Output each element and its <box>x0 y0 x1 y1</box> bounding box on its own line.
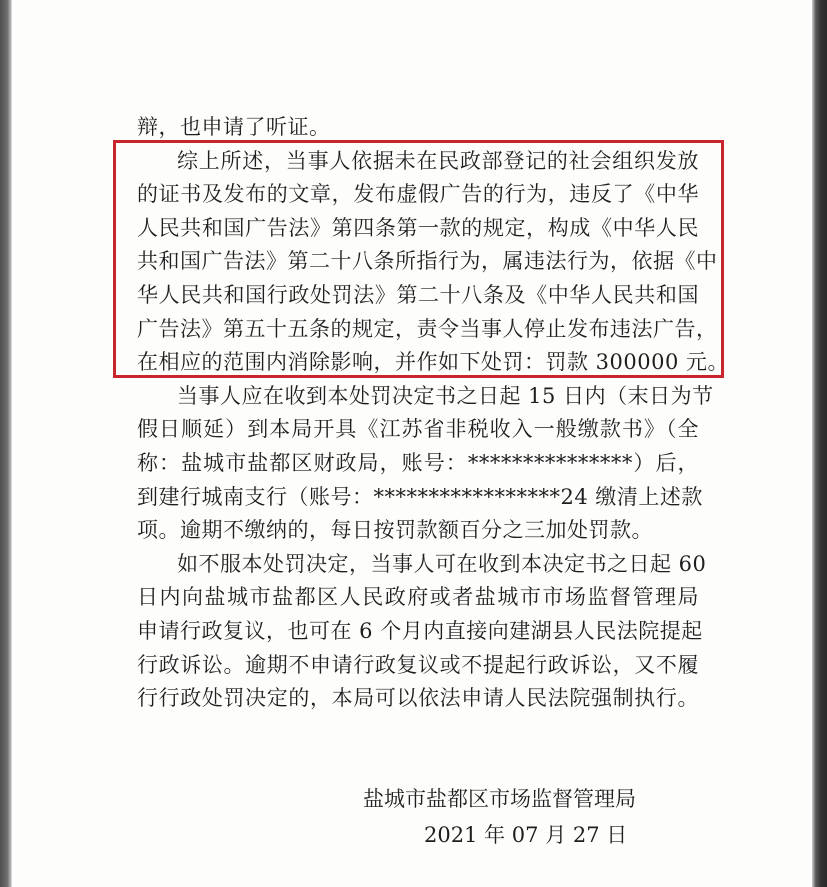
text-line: 项。逾期不缴纳的，每日按罚款额百分之三加处罚款。 <box>137 518 653 543</box>
paragraph-appeal <box>137 548 707 716</box>
text-line: 行政诉讼。逾期不申请行政复议或不提起行政诉讼，又不履 <box>137 652 699 677</box>
signature-date: 2021 年 07 月 27 日 <box>424 823 628 847</box>
text-line: 华人民共和国行政处罚法》第二十八条及《中华人民共和国 <box>137 282 699 307</box>
text-line: 当事人应在收到本处罚决定书之日起 15 日内（末日为节 <box>177 383 714 408</box>
paragraph-payment <box>137 380 714 548</box>
scan-edge-left <box>0 0 12 887</box>
text-line: 的证书及发布的文章，发布虚假广告的行为，违反了《中华 <box>137 182 699 207</box>
text-line: 综上所述，当事人依据未在民政部登记的社会组织发放 <box>177 148 699 173</box>
text-line: 行行政处罚决定的，本局可以依法申请人民法院强制执行。 <box>137 686 699 711</box>
scan-edge-right <box>812 0 827 887</box>
text-line: 日内向盐城市盐都区人民政府或者盐城市市场监督管理局 <box>137 585 699 610</box>
highlight-box <box>113 140 730 378</box>
text-line: 广告法》第五十五条的规定，责令当事人停止发布违法广告， <box>137 316 718 341</box>
text-line: 申请行政复议，也可在 6 个月内直接向建湖县人民法院提起 <box>137 618 703 643</box>
text-line: 称：盐城市盐都区财政局，账号：***************）后， <box>137 450 699 475</box>
text-line: 在相应的范围内消除影响，并作如下处罚：罚款 300000 元。 <box>137 350 730 375</box>
text-line: 辩，也申请了听证。 <box>137 115 331 139</box>
text-line: 人民共和国广告法》第四条第一款的规定，构成《中华人民 <box>137 215 699 240</box>
text-line: 如不服本处罚决定，当事人可在收到本决定书之日起 60 <box>177 551 707 576</box>
signature-organization: 盐城市盐都区市场监督管理局 <box>363 787 636 811</box>
text-line: 假日顺延）到本局开具《江苏省非税收入一般缴款书》（全 <box>137 417 699 442</box>
text-line: 到建行城南支行（账号：*****************24 缴清上述款 <box>137 484 703 509</box>
text-line: 共和国广告法》第二十八条所指行为，属违法行为，依据《中 <box>137 249 718 274</box>
